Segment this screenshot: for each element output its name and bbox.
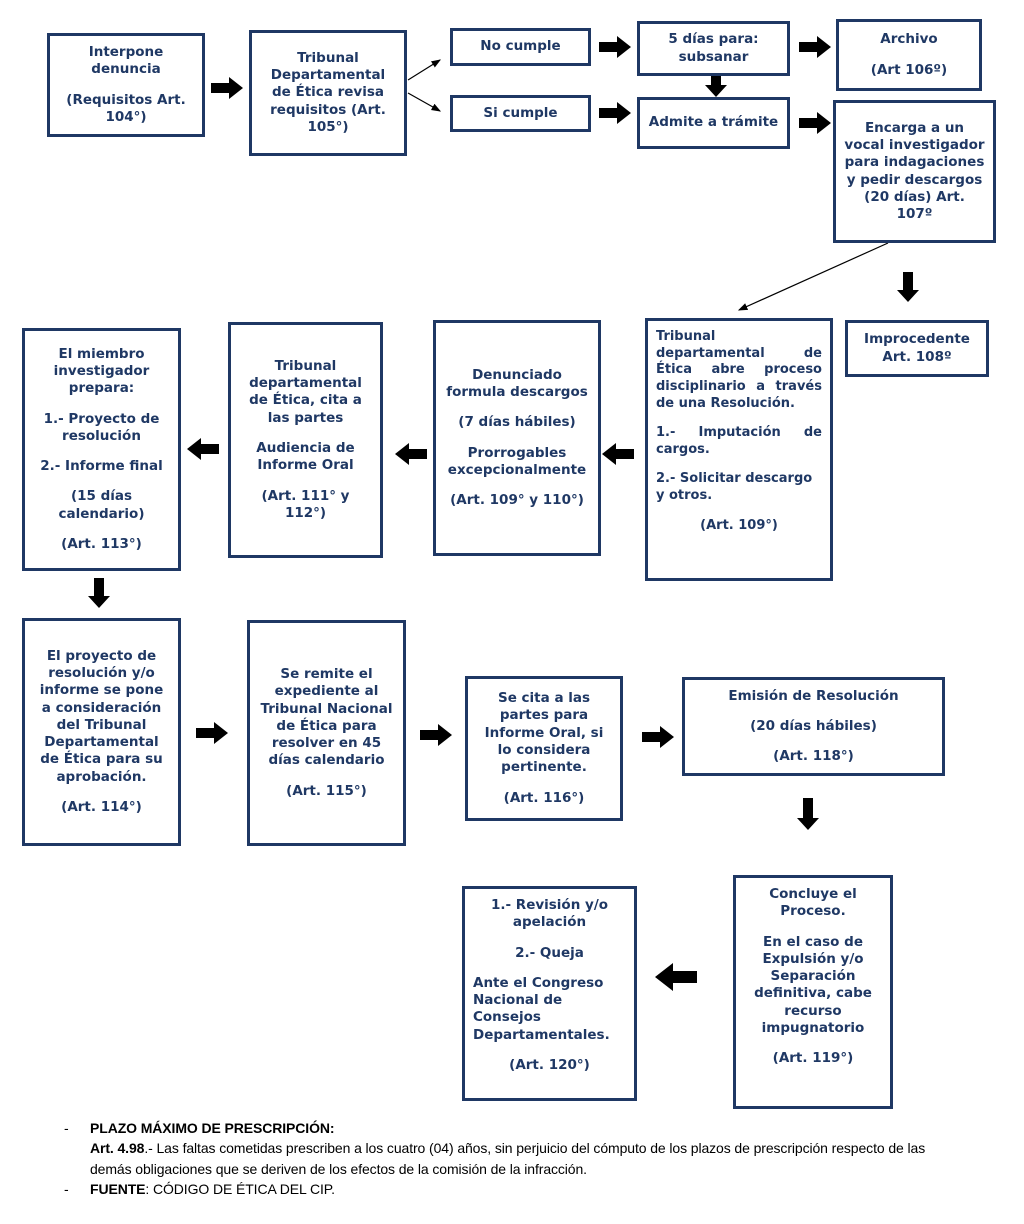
node-text: Se remite el expediente al Tribunal Nacional de Ética para resolver en 45 días calendario bbox=[260, 666, 393, 769]
footnotes bbox=[64, 1118, 948, 1199]
node-text: Concluye el Proceso. bbox=[769, 886, 857, 920]
node-text: (Art. 109° y 110°) bbox=[450, 492, 584, 509]
node-text: 5 días para: subsanar bbox=[668, 31, 759, 65]
node-emision-resolucion bbox=[682, 677, 945, 776]
arrow-left-icon bbox=[187, 438, 219, 460]
node-text: (Requisitos Art. 104°) bbox=[66, 91, 186, 125]
node-text: (Art. 119°) bbox=[772, 1050, 854, 1067]
node-text: Si cumple bbox=[483, 104, 558, 121]
node-text: 2.- Queja bbox=[515, 944, 584, 961]
note-fuente bbox=[64, 1179, 948, 1199]
arrow-left-icon bbox=[655, 963, 697, 991]
node-text: Denunciado formula descargos bbox=[446, 366, 588, 400]
node-tribunal-revisa bbox=[249, 30, 407, 156]
node-text: (20 días hábiles) bbox=[750, 717, 877, 734]
node-remite-expediente bbox=[247, 620, 406, 846]
node-text: (Art. 115°) bbox=[286, 782, 367, 799]
node-text: (15 días calendario) bbox=[58, 488, 145, 522]
arrow-right-icon bbox=[799, 36, 831, 58]
note-prescripcion bbox=[64, 1118, 948, 1179]
node-text: Improcedente Art. 108º bbox=[864, 331, 970, 365]
node-text: Se cita a las partes para Informe Oral, si lo considera pertinente. bbox=[484, 690, 604, 776]
node-text: (Art. 114°) bbox=[61, 798, 142, 815]
node-text: El miembro investigador prepara: bbox=[53, 345, 150, 397]
note-title: PLAZO MÁXIMO DE PRESCRIPCIÓN: bbox=[90, 1120, 335, 1136]
node-text: (Art. 111° y 112°) bbox=[261, 487, 350, 521]
node-text: (7 días hábiles) bbox=[458, 414, 576, 431]
node-miembro-investigador bbox=[22, 328, 181, 571]
node-text: Ante el Congreso Nacional de Consejos Departamentales. bbox=[473, 974, 610, 1043]
node-cita-partes bbox=[228, 322, 383, 558]
fuente-label: FUENTE bbox=[90, 1180, 146, 1197]
line-arrow-revisa-nocumple-icon bbox=[408, 60, 440, 80]
arrow-down-icon bbox=[797, 798, 819, 830]
node-denunciado-descargos bbox=[433, 320, 601, 556]
node-text: Tribunal departamental de Ética, cita a las partes bbox=[249, 357, 362, 426]
node-text: Archivo bbox=[880, 31, 938, 48]
node-text: (Art. 120°) bbox=[509, 1056, 590, 1073]
node-abre-proceso bbox=[645, 318, 833, 581]
node-text: Admite a trámite bbox=[648, 114, 779, 131]
node-text: El proyecto de resolución y/o informe se pone a consideración del Tribunal Departamental de Ética para su aprobación. bbox=[39, 647, 164, 785]
node-no-cumple bbox=[450, 28, 591, 66]
node-text: 2.- Solicitar descargo y otros. bbox=[656, 471, 813, 503]
node-encarga-vocal bbox=[833, 100, 996, 243]
fuente-body: : CÓDIGO DE ÉTICA DEL CIP. bbox=[145, 1180, 335, 1197]
arrow-right-icon bbox=[599, 102, 631, 124]
line-arrow-revisa-sicumple-icon bbox=[408, 93, 440, 111]
node-text: 2.- Informe final bbox=[40, 458, 163, 475]
arrow-right-icon bbox=[642, 726, 674, 748]
node-improcedente bbox=[845, 320, 989, 377]
node-text: Audiencia de Informe Oral bbox=[256, 440, 355, 474]
node-text: Tribunal Departamental de Ética revisa requisitos (Art. 105°) bbox=[270, 49, 386, 135]
node-text: En el caso de Expulsión y/o Separación definitiva, cabe recurso impugnatorio bbox=[754, 933, 872, 1036]
node-text: Interpone denuncia bbox=[88, 43, 164, 78]
arrow-right-icon bbox=[599, 36, 631, 58]
node-proyecto-consideracion bbox=[22, 618, 181, 846]
node-text: (Art. 116°) bbox=[503, 789, 585, 806]
node-text: 1.- Proyecto de resolución bbox=[43, 410, 160, 444]
bullet-dash: - bbox=[64, 1120, 69, 1136]
node-text: No cumple bbox=[480, 38, 561, 55]
node-text: Encarga a un vocal investigador para indagaciones y pedir descargos (20 días) Art. 107º bbox=[844, 119, 985, 223]
node-text: (Art. 109°) bbox=[700, 517, 778, 533]
arrow-down-icon bbox=[897, 272, 919, 302]
node-interpone-denuncia bbox=[47, 33, 205, 137]
line-arrow-encarga-abreproceso-icon bbox=[739, 243, 888, 310]
arrow-down-icon bbox=[705, 76, 727, 97]
arrow-down-icon bbox=[88, 578, 110, 608]
arrow-right-icon bbox=[420, 724, 452, 746]
node-text: 1.- Revisión y/o apelación bbox=[490, 897, 609, 931]
note-prescripcion-text bbox=[90, 1118, 948, 1179]
arrow-left-icon bbox=[395, 443, 427, 465]
note-body: .- Las faltas cometidas prescriben a los cuatro (04) años, sin perjuicio del cómputo de los plazos de prescripción respecto de las demás obligaciones que se deriven de los efectos de la comisión de la infracción. bbox=[90, 1140, 926, 1177]
arrow-left-icon bbox=[602, 443, 634, 465]
node-text: (Art. 113°) bbox=[61, 535, 142, 552]
node-cita-informe-oral bbox=[465, 676, 623, 821]
node-admite-tramite bbox=[637, 97, 790, 149]
node-si-cumple bbox=[450, 95, 591, 132]
arrow-right-icon bbox=[799, 112, 831, 134]
arrow-right-icon bbox=[196, 722, 228, 744]
node-text: (Art. 118°) bbox=[773, 748, 854, 765]
note-article-ref: Art. 4.98 bbox=[90, 1140, 145, 1157]
bullet-dash: - bbox=[64, 1180, 69, 1197]
node-text: Emisión de Resolución bbox=[728, 687, 899, 704]
note-fuente-text bbox=[90, 1179, 948, 1199]
node-archivo bbox=[836, 19, 982, 91]
node-subsanar bbox=[637, 21, 790, 76]
node-text: Tribunal departamental de Ética abre proceso disciplinario a través de una Resolución. bbox=[656, 329, 822, 411]
node-text: Prorrogables excepcionalmente bbox=[447, 444, 587, 478]
node-revision-apelacion bbox=[462, 886, 637, 1101]
node-text: (Art 106º) bbox=[870, 61, 948, 78]
arrow-right-icon bbox=[211, 77, 243, 99]
node-text: 1.- Imputación de cargos. bbox=[656, 425, 822, 457]
node-concluye-proceso bbox=[733, 875, 893, 1109]
